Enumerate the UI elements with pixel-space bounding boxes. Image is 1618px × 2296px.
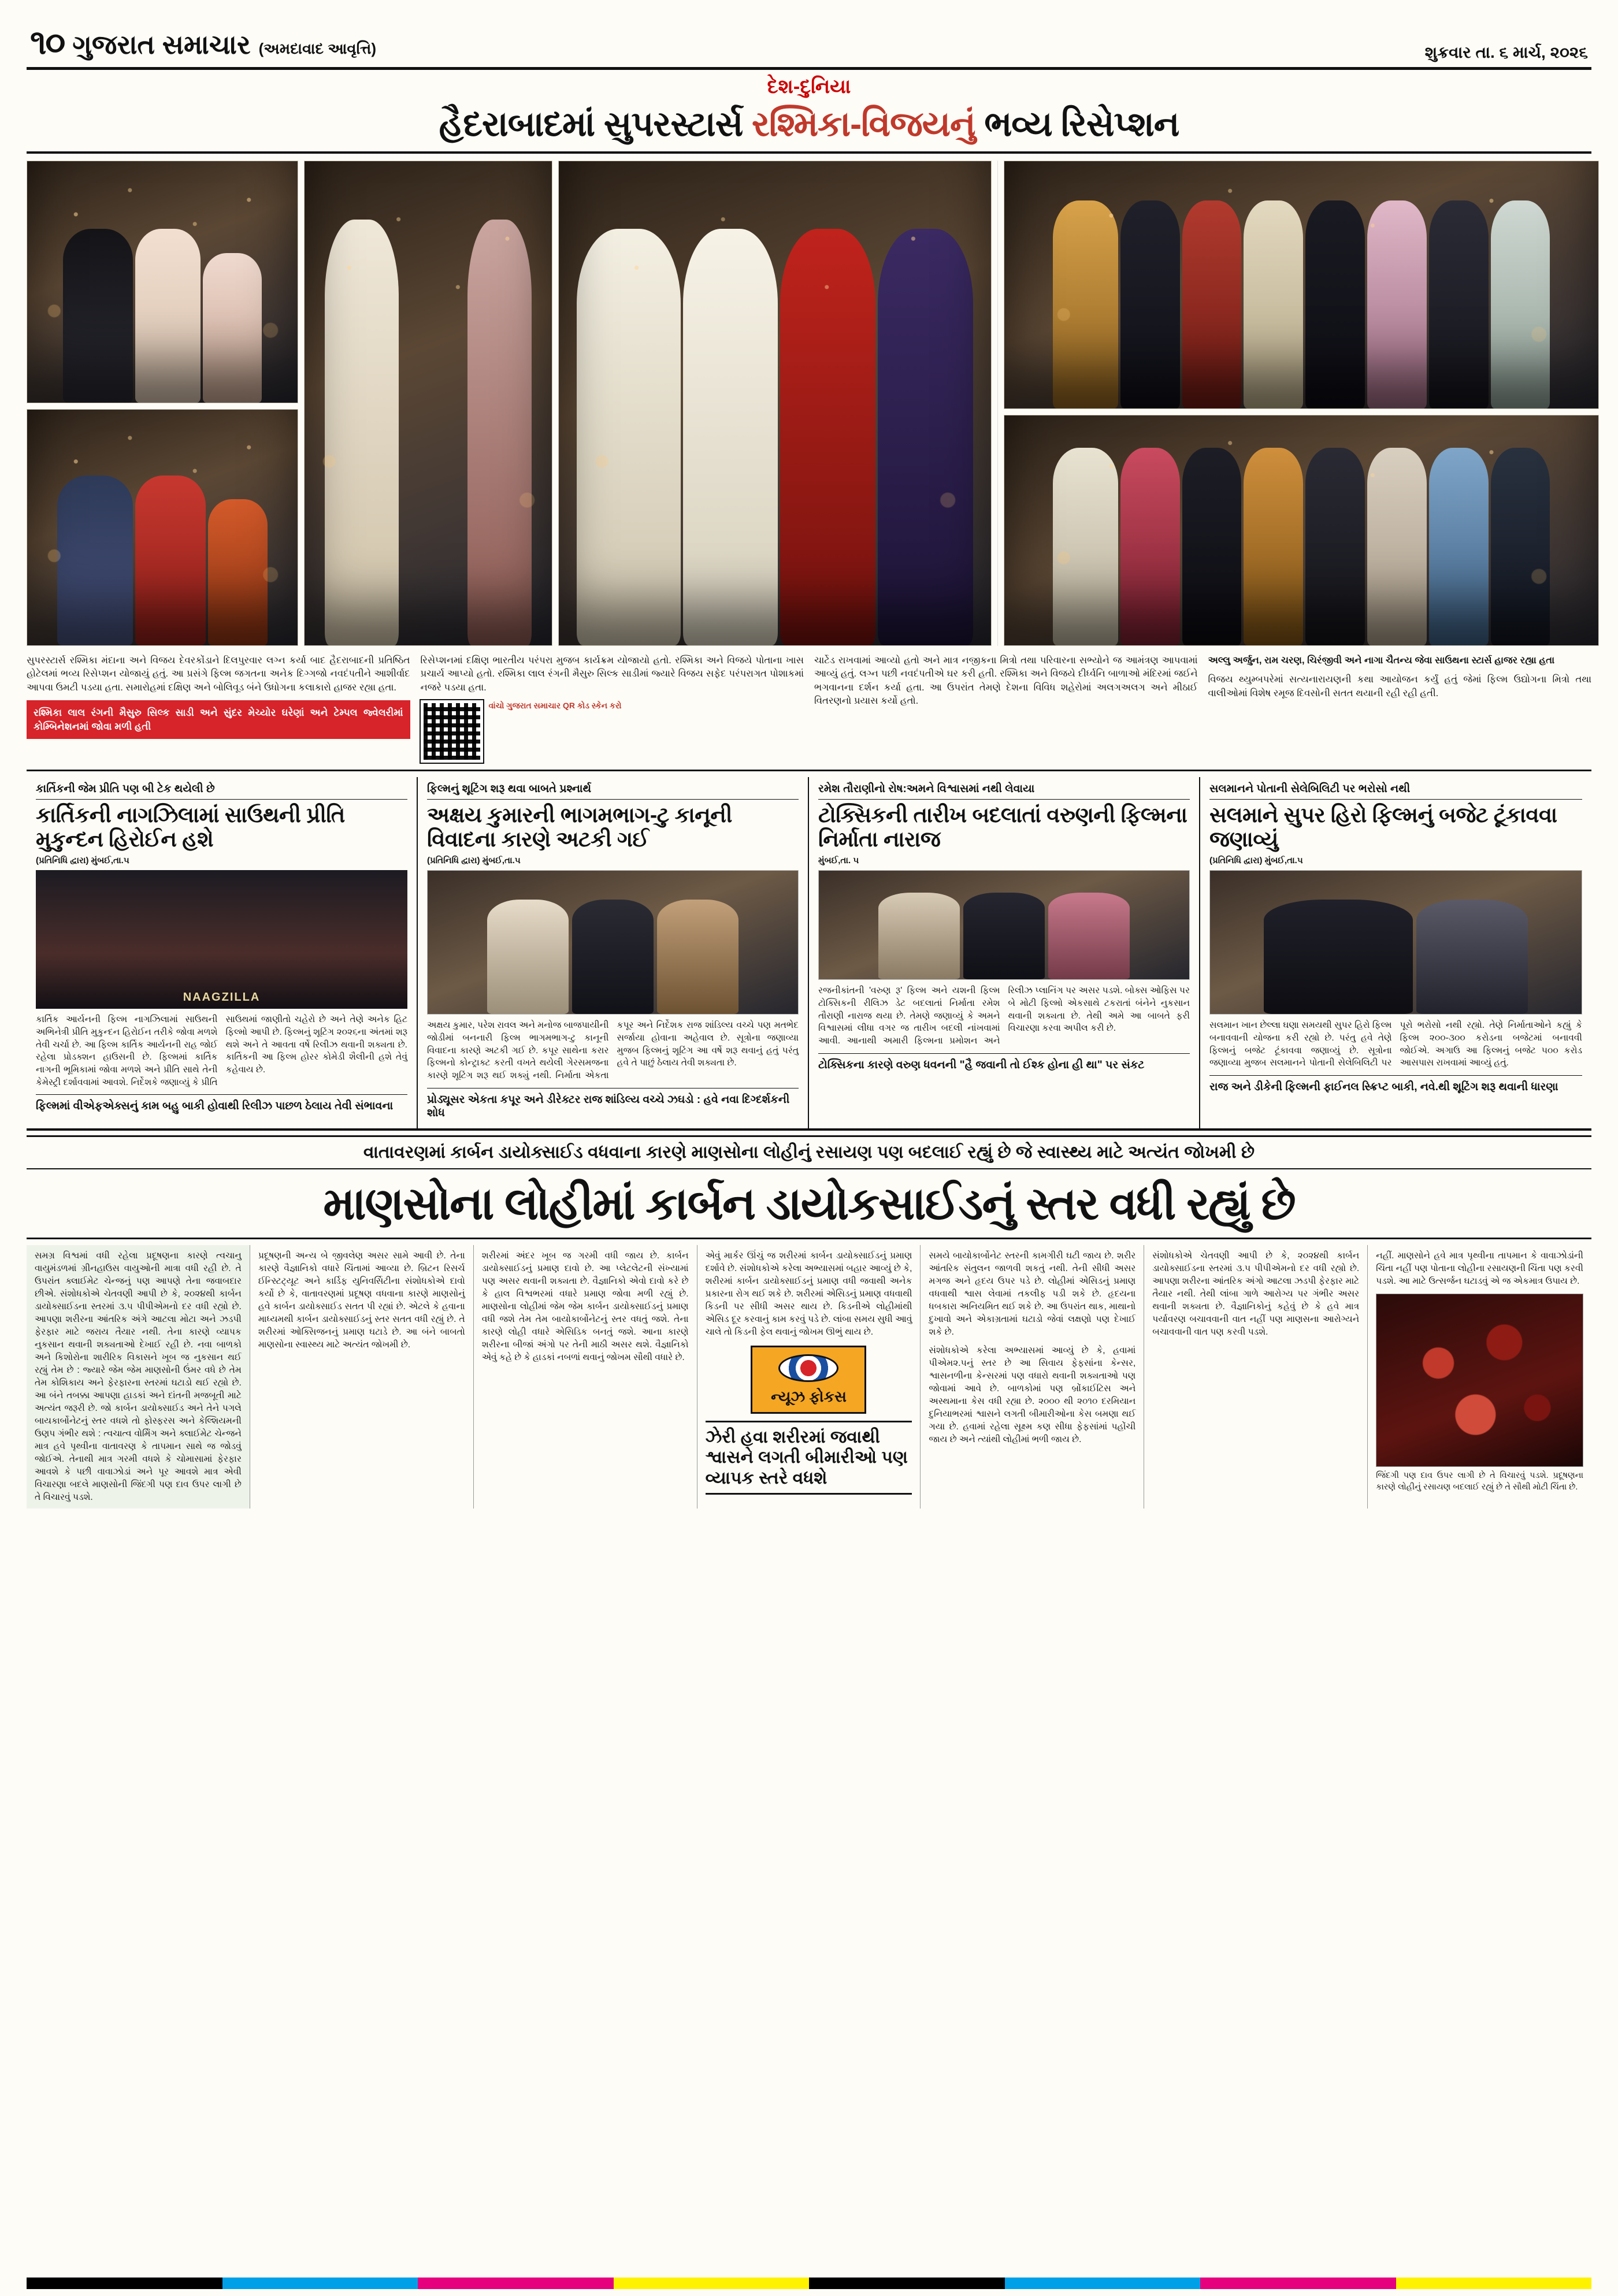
story-3-headline: ટોક્સિકની તારીખ બદલાતાં વરુણની ફિલ્મના નિર્માતા નારાજ	[818, 803, 1187, 851]
photo-gallery	[27, 161, 1591, 646]
masthead	[27, 0, 1591, 70]
story-2-body: અક્ષય કુમાર, પરેશ રાવલ અને મનોજ બાજપાયીની જોડીમાં બનનારી ફિલ્મ ભાગમભાગ-ટુ કાનૂની વિવાદના કારણે અટકી ગઈ છે. કપૂર સાથેના કરાર ફિલ્મનો કોન્ટ્રાક્ટ કરતી વખતે થયેલી ગેરસમજના કારણે શૂટિંગ શરૂ થઈ શક્યું નથી. નિર્માતા એકતા કપૂર અને નિર્દેશક રાજ શાંડિલ્ય વચ્ચે પણ મતભેદ સર્જાયા હોવાના અહેવાલ છે. સૂત્રોના જણાવ્યા મુજબ ફિલ્મનું શૂટિંગ આ વર્ષે શરૂ થવાનું હતું પરંતુ હવે તે પાછું ઠેલાય તેવી શક્યતા છે.	[427, 1020, 799, 1080]
feature-strapline: વાતાવરણમાં કાર્બન ડાયોક્સાઈડ વધવાના કારણે માણસોના લોહીનું રસાયણ પણ બદલાઈ રહ્યું છે જે સ્વાસ્થ્ય માટે અત્યંત જોખમી છે	[27, 1135, 1591, 1169]
photo-couple-center	[558, 161, 992, 646]
lead-column-1	[27, 654, 410, 763]
story-2-byline: (પ્રતિનિધિ દ્વારા) મુંબઈ,તા.૫	[427, 856, 521, 866]
news-focus-logo	[751, 1346, 866, 1414]
story-1-byline: (પ્રતિનિધિ દ્વારા) મુંબઈ,તા.૫	[36, 856, 129, 866]
feature-sub2-body: સંશોધકોએ કરેલા અભ્યાસમાં આવ્યું છે કે, હવામાં પીએમ૨.૫નું સ્તર છે આ સિવાય ફેફસાંના કેન્સર, શ્વાસનળીના કેન્સરમાં પણ વધારો થવાની શક્યતાઓ પણ જોવામાં આવે છે. બાળકોમાં પણ બ્રોંકાઈટિસ અને અસ્થમાના કેસ વધી રહ્યા છે. ૨૦૦૦ થી ૨૦૧૦ દરમિયાન દુનિયાભરમાં શ્વાસને લગતી બીમારીઓના કેસ બમણા થઈ ગયા છે. હવામાં રહેલા સૂક્ષ્મ કણ સીધા ફેફસાંમાં પહોંચી જાય છે અને ત્યાંથી લોહીમાં ભળી જાય છે.	[929, 1346, 1136, 1445]
paper-name: ગુજરાત સમાચાર	[72, 29, 251, 60]
headline-part-3: ભવ્ય રિસેપ્શન	[984, 105, 1179, 143]
qr-code-icon[interactable]	[421, 700, 483, 763]
story-1-poster	[36, 870, 407, 1009]
story-3-footer: ટોક્સિકના કારણે વરુણ ધવનની "હૈ જવાની તો ઈશ્ક હોના હી થા" પર સંકટ	[818, 1053, 1190, 1072]
feature-column-1: સમગ્ર વિશ્વમાં વધી રહેલા પ્રદૂષણના કારણે ત્વચાનુ વાયુમંડળમાં ગ્રીનહાઉસ વાયુઓની માત્રા વધી રહી છે. તે ઉપરાંત ક્લાઈમેટ ચેન્જનું પણ આપણે તેના જવાબદાર છીએ. સંશોધકોએ ચેતવણી આપી છે કે, ૨૦૨૪થી કાર્બન ડાયોક્સાઈડના સ્તરમાં ૩.૫ પીપીએમનો દર વધી રહ્યો છે. આપણા શરીરના આંતરિક અંગે આટલા મોટા અને ઝડપી ફેરફાર માટે જરાય તૈયાર નથી. તેના કારણે વ્યાપક નુકસાન થવાની શક્યતાઓ દેખાઈ રહી છે. નવા બાળકો અને કિશોરોના શારીરિક વિકાસને ખૂબ જ નુકસાન થઈ રહ્યું તેમ છે : જ્યારે જેમ જેમ માણસોની ઉંમર વધે છે તેમ તેમ કોશિકાય અને ફેરફારના સ્તરમાં ઘટાડો થઈ રહ્યો છે. આ બંને તબક્કા આપણા હાડકાં અને દાંતની મજબૂતી માટે અત્યંત જરૂરી છે. જો કાર્બન ડાયોક્સાઈડ અને તેને પગલે બાયકાર્બોનેટનું સ્તર વધશે તો ફોસ્ફરસ અને કેલ્શિયમની ઉણપ ગંભીર થશે : ત્વચાત્વ વોર્મિંગ અને ક્લાઈમેટ ચેન્જને માત્ર હવે પૃથ્વીના વાતાવરણ કે તાપમાન સાથે જ જોડવું જોઈએ. તેનાથી માત્ર ગરમી વધશે કે ચોમાસામાં ફેરફાર આવશે કે પછી વાવાઝોડાં અને પૂર આવશે માત્ર એવી વિચારણા બદલે માણસોની જિંદગી પણ દાવ ઉપર લાગી છે તે વિચારવું પડશે.	[27, 1245, 250, 1509]
lead-column-4	[1208, 654, 1592, 763]
feature-column-3: શરીરમાં અંદર ખૂબ જ ગરમી વધી જાય છે. કાર્બન ડાયોક્સાઈડનું પ્રમાણ દાવો છે. આ પ્લેટલેટની સંખ્યામાં પણ અસર થવાની શક્યતા છે. વૈજ્ઞાનિકો એવો દાવો કરે છે કે હાલ વિશ્વભરમાં વધારે પ્રમાણ જોવા મળી રહ્યું છે. માણસોના લોહીમાં જેમ જેમ કાર્બન ડાયોક્સાઈડનું પ્રમાણ વધી જશે તેમ તેમ બાયોકાર્બોનેટનું સ્તર વધતું જશે. તેના કારણે લોહી વધારે એસિડિક બનતું જશે. આના કારણે શરીરના બીજાં અંગો પર તેની માઠી અસર થશે. વૈજ્ઞાનિકો એવું કહે છે કે હાડકાં નબળાં થવાનું જોખમ સૌથી વધારે છે.	[474, 1245, 697, 1509]
blood-cells-photo	[1376, 1294, 1583, 1467]
story-3-kicker: રમેશ તૌરાણીનો રોષ:અમને વિશ્વાસમાં નથી લેવાયા	[818, 783, 1190, 800]
story-3	[809, 777, 1200, 1128]
page-number: ૧૦	[30, 24, 65, 61]
photo-column-1	[27, 161, 298, 646]
feature-column-2: પ્રદૂષણની અન્ય બે જીવલેણ અસર સામે આવી છે. તેના કારણે વૈજ્ઞાનિકો વધારે ચિંતામાં આવ્યા છે. બ્રિટન રિસર્ચ ઈન્સ્ટિટ્યૂટ અને કાર્ડિફ યુનિવર્સિટીના સંશોધકોએ દાવો કર્યો છે કે, વાતાવરણમાં પ્રદૂષણ વધવાના કારણે માણસોનું હવે કાર્બન ડાયોક્સાઈડ સતત પી રહ્યાં છે. એટલે કે હવાના માધ્યમથી કાર્બન ડાયોક્સાઈડનું સ્તર સતત વધી રહ્યું છે. તે શરીરમાં ઓક્સિજનનું પ્રમાણ ઘટાડે છે. આ બંને બાબતો માણસોના સ્વાસ્થ્ય માટે અત્યંત જોખમી છે.	[250, 1245, 474, 1509]
feature-column-6: સંશોધકોએ ચેતવણી આપી છે કે, ૨૦૨૪થી કાર્બન ડાયોક્સાઈડના સ્તરમાં ૩.૫ પીપીએમનો દર વધી રહ્યો છે. આપણા શરીરના આંતરિક અંગો આટલા ઝડપી ફેરફાર માટે તૈયાર નથી. તેથી લાંબા ગાળે આરોગ્ય પર ગંભીર અસર થવાની શક્યતા છે. વૈજ્ઞાનિકોનું કહેવું છે કે હવે માત્ર પર્યાવરણ બચાવવાની વાત નહીં પણ માણસના આરોગ્યને બચાવવાની વાત પણ કરવી પડશે.	[1144, 1245, 1368, 1509]
lead-highlight-box: રશ્મિકા લાલ રંગની મૈસુરુ સિલ્ક સાડી અને સુંદર મેચ્યોર ઘરેણાં અને ટેમ્પલ જ્વેલરીમાં કોમ્બિનેશનમાં જોવા મળી હતી	[27, 700, 410, 739]
story-1-footer: ફિલ્મમાં વીએફએક્સનું કામ બહુ બાકી હોવાથી રિલીઝ પાછળ ઠેલાય તેવી સંભાવના	[36, 1094, 407, 1113]
photo-column-2	[304, 161, 552, 646]
lead-headline	[27, 99, 1591, 154]
story-3-body: રજનીકાંતની 'વરુણ રૂ' ફિલ્મ અને યશની ફિલ્મ ટોક્સિકની રીલિઝ ડેટ બદલાતાં નિર્માતા રમેશ તૌરાણી નારાજ થયા છે. તેમણે જણાવ્યું કે અમને વિશ્વાસમાં લીધા વગર જ તારીખ બદલી નાંખવામાં આવી. આનાથી અમારી ફિલ્મના પ્રમોશન અને રિલીઝ પ્લાનિંગ પર અસર પડશે. બોક્સ ઓફિસ પર બે મોટી ફિલ્મો એકસાથે ટકરાતાં બંનેને નુકસાન થવાની શક્યતા છે. તેથી અમે આ બાબતે ફરી વિચારણા કરવા અપીલ કરી છે.	[818, 986, 1190, 1046]
story-1	[27, 777, 418, 1128]
feature-article	[27, 1135, 1591, 1509]
feature-column-5-text: સમયે બાયોકાર્બોનેટ સ્તરની કામગીરી ઘટી જાય છે. શરીર આંતરિક સંતુલન જાળવી શકતું નથી. તેની સીધી અસર મગજ અને હૃદય ઉપર પડે છે. લોહીમાં એસિડનું પ્રમાણ વધવાથી શ્વાસ લેવામાં તકલીફ પડી શકે છે. હૃદયના ધબકારા અનિયમિત થઈ શકે છે. આ ઉપરાંત થાક, માથાનો દુખાવો અને એકાગ્રતામાં ઘટાડો જેવાં લક્ષણો પણ દેખાઈ શકે છે.	[929, 1251, 1136, 1338]
blood-photo-caption: જિંદગી પણ દાવ ઉપર લાગી છે તે વિચારવું પડશે. પ્રદૂષણના કારણે લોહીનું રસાયણ બદલાઈ રહ્યું છે તે સૌથી મોટી ચિંતા છે.	[1376, 1471, 1583, 1492]
story-2-footer: પ્રોડ્યૂસર એકતા કપૂર અને ડીરેક્ટર રાજ શાંડિલ્ય વચ્ચે ઝઘડો : હવે નવા દિગ્દર્શકની શોધ	[427, 1088, 799, 1121]
story-1-headline: કાર્તિકની નાગઝિલામાં સાઉથની પ્રીતિ મુકુન્દન હિરોઈન હશે	[36, 803, 345, 851]
story-4-byline: (પ્રતિનિધિ દ્વારા) મુંબઈ,તા.૫	[1209, 856, 1303, 866]
lead-paragraph-3: ચાર્ટેડ રાખવામાં આવ્યો હતો અને માત્ર નજીકના મિત્રો તથા પરિવારના સભ્યોને જ આમંત્રણ આપવામાં આવ્યું હતું. લગ્ન પછી નવદંપતીએ ઘર કરી હતી. રશ્મિકા અને વિજયે દીર્ધ્વનિ બાળાઓ મંદિરમાં જઈને ભગવાનના દર્શન કર્યા હતા. આ ઉપરાંત તેમણે દેશના વિવિધ શહેરોમાં અલગઅલગ અને મીઠાઈ વિતરણનો પ્રયાસ કર્યો હતો.	[814, 655, 1198, 707]
lead-pullquote: અલ્લુ અર્જુન, રામ ચરણ, ચિરંજીવી અને નાગા ચૈતન્ય જેવા સાઉથના સ્ટાર્સ હાજર રહ્યા હતા	[1208, 655, 1555, 666]
story-1-kicker: કાર્તિકની જેમ પ્રીતિ પણ બી ટેક થયેલી છે	[36, 783, 407, 800]
lead-column-3	[814, 654, 1198, 763]
feature-column-5	[921, 1245, 1144, 1509]
photo-column-3	[558, 161, 992, 646]
story-3-photo	[818, 870, 1190, 980]
feature-headline: માણસોના લોહીમાં કાર્બન ડાયોકસાઈડનું સ્તર વધી રહ્યું છે	[27, 1169, 1591, 1239]
story-4-kicker: સલમાનને પોતાની સેલેબિલિટી પર ભરોસો નથી	[1209, 783, 1582, 800]
photo-column-4	[1004, 161, 1599, 646]
feature-column-7	[1368, 1245, 1591, 1509]
story-1-body: કાર્તિક આર્યનની ફિલ્મ નાગઝિલામાં સાઉથની અભિનેત્રી પ્રીતિ મુકુન્દન હિરોઈન તરીકે જોવા મળશે તેવી ચર્ચા છે. આ ફિલ્મ કાર્તિક આર્યનની રાહ જોઈ રહેલા પ્રોડક્શન હાઉસની છે. ફિલ્મમાં કાર્તિક નાગની ભૂમિકામાં જોવા મળશે અને પ્રીતિ સાથે તેની કેમેસ્ટ્રી દર્શાવવામાં આવશે. નિર્દેશકે જણાવ્યું કે પ્રીતિ સાઉથમાં જાણીતો ચહેરો છે અને તેણે અનેક હિટ ફિલ્મો આપી છે. ફિલ્મનું શૂટિંગ ૨૦૨૬ના અંતમાં શરૂ થશે અને તે આવતા વર્ષે રિલીઝ થવાની શક્યતા છે. કાર્તિકની આ ફિલ્મ હોરર કોમેડી શૈલીની હશે તેવું કહેવાય છે.	[36, 1015, 407, 1087]
story-4-headline: સલમાને સુપર હિરો ફિલ્મનું બજેટ ટૂંકાવવા જણાવ્યું	[1209, 803, 1557, 851]
edition-label: (અમદાવાદ આવૃત્તિ)	[258, 40, 376, 57]
story-row	[27, 777, 1591, 1131]
feature-subhead-2: ઝેરી હવા શરીરમાં જવાથી શ્વાસને લગતી બીમારીઓ પણ વ્યાપક સ્તરે વધશે	[706, 1421, 912, 1495]
feature-columns	[27, 1245, 1591, 1509]
story-2	[418, 777, 809, 1128]
headline-part-1: હૈદરાબાદમાં સુપરસ્ટાર્સ	[439, 105, 752, 143]
registration-color-bar	[27, 2278, 1591, 2289]
photo-greeting	[27, 409, 298, 646]
masthead-left	[30, 23, 376, 62]
photo-large-group-bottom	[1004, 415, 1599, 646]
story-4	[1200, 777, 1591, 1128]
lead-column-2	[421, 654, 804, 763]
lead-paragraph-4: વિજય થ્યુમ્બપરેમાં સત્યનારાયણની કથા આયોજન કર્યું હતું જેમાં ફિલ્મ ઉદ્યોગના મિત્રો તથા વાલીઓમાં વિશેષ રમૂજ દિવસોની સતત થયાની રહી રહી હતી.	[1208, 674, 1591, 699]
date-line: શુક્રવાર તા. ૬ માર્ચ, ૨૦૨૬	[1424, 43, 1588, 61]
qr-caption: વાંચો ગુજરાત સમાચાર QR કોડ સ્કેન કરો	[488, 701, 622, 711]
section-bar	[27, 70, 1591, 99]
story-2-photo	[427, 870, 799, 1015]
news-focus-label: ન્યૂઝ ફોકસ	[771, 1388, 847, 1406]
feature-column-4-text: એવું માર્કર ઊંચું જ શરીરમાં કાર્બન ડાયોક્સાઈડનું પ્રમાણ દર્શાવે છે. સંશોધકોએ કરેલા અભ્યાસમાં બહાર આવ્યું છે કે, શરીરમાં કાર્બન ડાયોક્સાઈડનું પ્રમાણ વધી જવાથી અનેક પ્રકારના રોગ થઈ શકે છે. શરીરમાં એસિડનું પ્રમાણ વધવાથી કિડની પર સીધી અસર થાય છે. કિડનીએ લોહીમાંથી એસિડ દૂર કરવાનું કામ કરવું પડે છે. લાંબા સમય સુધી આવું ચાલે તો કિડની ફેલ થવાનું જોખમ ઊભું થાય છે.	[705, 1251, 912, 1338]
photo-group-tall	[304, 161, 552, 646]
story-1-poster-title: NAAGZILLA	[183, 991, 261, 1004]
qr-block[interactable]	[421, 700, 804, 763]
story-2-headline: અક્ષય કુમારની ભાગમભાગ-ટુ કાનૂની વિવાદના કારણે અટકી ગઈ	[427, 803, 732, 851]
story-3-byline: મુંબઈ,તા. ૫	[818, 856, 859, 866]
lead-paragraph-2: રિસેપ્શનમાં દક્ષિણ ભારતીય પરંપરા મુજબ કાર્યક્રમ યોજાયો હતો. રશ્મિકા અને વિજયે પોતાના ખાસ પ્રચાર્ય આપ્યો હતો. રશ્મિકા લાલ રંગની મૈસુરુ સિલ્ક સાડીમાં જ્યારે વિજય સફેદ પરંપરાગત પોશાકમાં નજરે પડયા હતા.	[420, 655, 804, 693]
story-2-kicker: ફિલ્મનું શૂટિંગ શરૂ થવા બાબતે પ્રશ્નાર્થ	[427, 783, 799, 800]
story-4-body: સલમાન ખાન છેલ્લા ઘણા સમયથી સુપર હિરો ફિલ્મ બનાવવાની યોજના કરી રહ્યો છે. પરંતુ હવે તેણે ફિલ્મનું બજેટ ટૂંકાવવા જણાવ્યું છે. સૂત્રોના જણાવ્યા મુજબ સલમાનને પોતાની સેલેબિલિટી પર પૂરો ભરોસો નથી રહ્યો. તેણે નિર્માતાઓને કહ્યું કે ફિલ્મ ૨૦૦-૩૦૦ કરોડના બજેટમાં બનાવવી જોઈએ. અગાઉ આ ફિલ્મનું બજેટ ૫૦૦ કરોડ આસપાસ રાખવામાં આવ્યું હતું.	[1209, 1020, 1582, 1068]
photo-large-group-top	[1004, 161, 1599, 409]
lead-paragraph-1: સુપરસ્ટાર્સ રશ્મિકા મંદાના અને વિજય દેવરકોંડાને દિલપુરવાર લગ્ન કર્યા બાદ હૈદરાબાદની પ્રતિષ્ઠિત હોટેલમાં ભવ્ય રિસેપ્શન યોજાયું હતું. આ પ્રસંગે ફિલ્મ જગતના અનેક દિગ્ગજો નવદંપતીને આશીર્વાદ આપવા ઉમટી પડયા હતા. સમારોહમાં દક્ષિણ અને બોલિવૂડ બંને ઉધોગના કલાકારો હાજર રહ્યા હતા.	[27, 655, 410, 693]
story-4-footer: રાજ અને ડીકેની ફિલ્મની ફાઈનલ સ્ક્રિપ્ટ બાકી, નવે.થી શૂટિંગ શરૂ થવાની ધારણા	[1209, 1075, 1582, 1094]
headline-part-2: રશ્મિકા-વિજયનું	[751, 105, 985, 143]
feature-column-7-text: નહીં. માણસોને હવે માત્ર પૃથ્વીના તાપમાન કે વાવાઝોડાંની ચિંતા નહીં પણ પોતાના લોહીના રસાયણની ચિંતા પણ કરવી પડશે. આ માટે ઉત્સર્જન ઘટાડવું એ જ એકમાત્ર ઉપાય છે.	[1376, 1251, 1583, 1287]
photo-gap	[997, 161, 998, 646]
eye-icon	[778, 1354, 838, 1382]
lead-text-block	[27, 654, 1591, 771]
photo-couple-bouquet	[27, 161, 298, 403]
section-title: દેશ-દુનિયા	[767, 76, 851, 98]
feature-column-4	[697, 1245, 921, 1509]
story-4-photo	[1209, 870, 1582, 1015]
